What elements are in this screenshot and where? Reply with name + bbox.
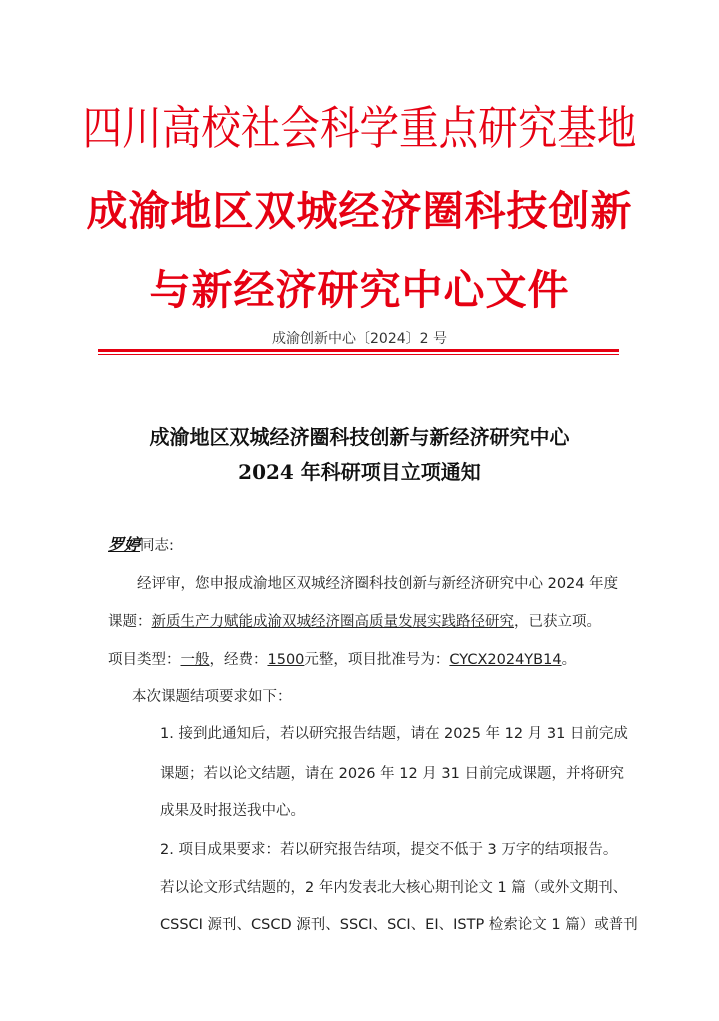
recipient-signature: 罗婷 [108, 535, 141, 554]
salutation [108, 532, 174, 555]
header-center-line-1: 成渝地区双城经济圈科技创新 [86, 187, 633, 235]
paragraph-1-line-2 [108, 610, 601, 631]
header-institution-line: 四川高校社会科学重点研究基地 [82, 101, 637, 155]
topic-suffix: ，已获立项。 [514, 614, 601, 630]
requirements-intro: 本次课题结项要求如下： [132, 689, 292, 705]
approval-suffix: 。 [561, 652, 577, 668]
paragraph-1-line-3 [108, 648, 576, 669]
requirement-2-line-3: CSSCI 源刊、CSCD 源刊、SSCI、SCI、EI、ISTP 检索论文 1 篇）或普刊 [160, 917, 638, 933]
notice-title-line-1: 成渝地区双城经济圈科技创新与新经济研究中心 [149, 425, 570, 449]
salutation-suffix: 同志: [140, 538, 174, 554]
requirement-2-line-1: 2. 项目成果要求：若以研究报告结项，提交不低于 3 万字的结项报告。 [160, 842, 618, 858]
topic-label: 课题： [108, 614, 152, 630]
topic-name: 新质生产力赋能成渝双城经济圈高质量发展实践路径研究 [151, 614, 514, 630]
red-divider-thin [98, 354, 619, 355]
requirement-1-line-3: 成果及时报送我中心。 [160, 803, 305, 819]
type-label: 项目类型： [108, 652, 181, 668]
header-center-line-2: 与新经济研究中心文件 [149, 266, 570, 314]
notice-title-line-2: 2024 年科研项目立项通知 [238, 460, 481, 484]
project-type: 一般 [180, 652, 210, 668]
requirement-2-line-2: 若以论文形式结题的，2 年内发表北大核心期刊论文 1 篇（或外文期刊、 [160, 880, 628, 896]
fund-amount: 1500 [267, 652, 305, 668]
requirement-1-line-2: 课题；若以论文结题，请在 2026 年 12 月 31 日前完成课题，并将研究 [160, 766, 624, 782]
requirement-1-line-1: 1. 接到此通知后，若以研究报告结题，请在 2025 年 12 月 31 日前完成 [160, 726, 628, 742]
approval-number: CYCX2024YB14 [449, 652, 562, 668]
document-number: 成渝创新中心〔2024〕2 号 [272, 331, 447, 347]
red-divider-thick [98, 349, 619, 352]
fund-unit: 元整，项目批准号为： [304, 652, 450, 668]
fund-label: ，经费： [209, 652, 268, 668]
paragraph-1-line-1: 经评审，您申报成渝地区双城经济圈科技创新与新经济研究中心 2024 年度 [137, 576, 619, 592]
